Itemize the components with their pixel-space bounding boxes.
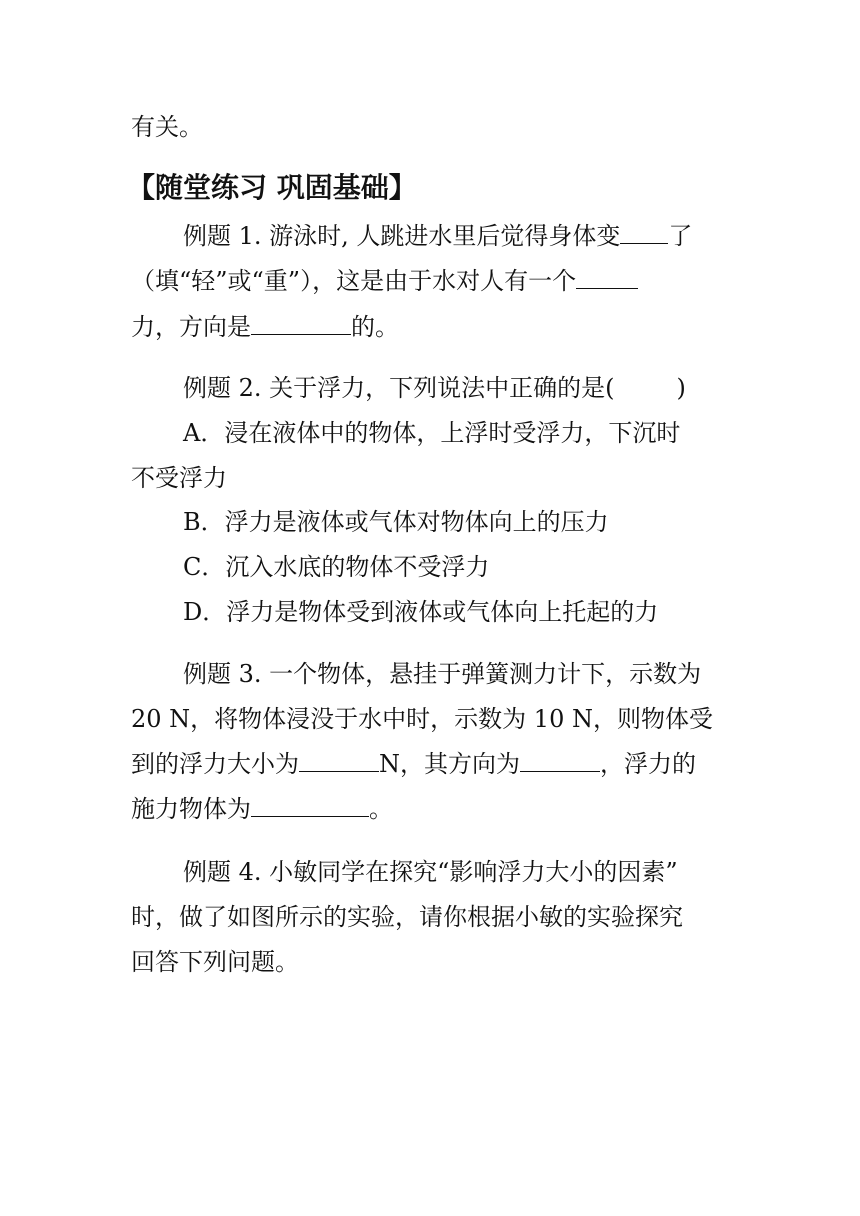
text-fragment: 20 N，将物体浸没于水中时，示数为 10 N，则物体受 (131, 705, 713, 733)
answer-blank[interactable] (620, 219, 668, 244)
question-3-line-2 (131, 702, 731, 736)
text-fragment: 例题 1. 游泳时, 人跳进水里后觉得身体变 (183, 222, 621, 250)
question-3-line-3 (131, 747, 731, 781)
answer-blank[interactable] (520, 747, 600, 772)
text-fragment: 有关。 (131, 113, 203, 141)
question-4-line-3 (131, 945, 731, 979)
question-4-line-2 (131, 900, 731, 934)
option-a-text: A．浸在液体中的物体，上浮时受浮力，下沉时 (183, 419, 681, 447)
option-b-text: B．浮力是液体或气体对物体向上的压力 (183, 508, 609, 536)
text-fragment: 。 (369, 795, 393, 823)
text-fragment: 的。 (351, 313, 399, 341)
text-fragment: ，浮力的 (600, 750, 696, 778)
text-fragment: 例题 3. 一个物体，悬挂于弹簧测力计下，示数为 (183, 660, 702, 688)
question-3-line-4 (131, 792, 731, 826)
question-1-line-2 (131, 264, 731, 298)
question-3-line-1 (183, 657, 731, 691)
question-2-option-a-line-1 (183, 416, 731, 450)
answer-blank[interactable] (251, 310, 351, 335)
text-fragment: 施力物体为 (131, 795, 251, 823)
question-2-option-b (183, 505, 731, 539)
text-fragment: 时，做了如图所示的实验，请你根据小敏的实验探究 (131, 903, 683, 931)
text-fragment: 了 (668, 222, 693, 250)
answer-blank[interactable] (576, 264, 638, 289)
answer-blank[interactable] (299, 747, 379, 772)
text-fragment: 力，方向是 (131, 313, 251, 341)
question-2-stem (183, 371, 731, 405)
question-1-line-3 (131, 310, 731, 344)
option-a-text: 不受浮力 (131, 464, 227, 492)
question-4-line-1 (183, 855, 731, 889)
text-fragment: 例题 4. 小敏同学在探究“影响浮力大小的因素” (183, 858, 678, 886)
text-fragment: 到的浮力大小为 (131, 750, 299, 778)
question-1-line-1 (183, 219, 731, 253)
question-2-option-a-line-2 (131, 461, 731, 495)
text-fragment: （填“轻”或“重”），这是由于水对人有一个 (131, 267, 577, 295)
text-fragment: N，其方向为 (379, 750, 520, 778)
text-fragment: 回答下列问题。 (131, 948, 299, 976)
text-fragment: 例题 2. 关于浮力，下列说法中正确的是( (183, 374, 615, 402)
section-heading: 【随堂练习 巩固基础】 (127, 171, 417, 204)
option-d-text: D．浮力是物体受到液体或气体向上托起的力 (183, 598, 659, 626)
option-c-text: C．沉入水底的物体不受浮力 (183, 553, 490, 581)
question-2-option-c (183, 550, 731, 584)
question-2-option-d (183, 595, 731, 629)
previous-text-tail (131, 110, 731, 144)
text-fragment: ) (676, 374, 686, 402)
answer-blank[interactable] (251, 792, 369, 817)
